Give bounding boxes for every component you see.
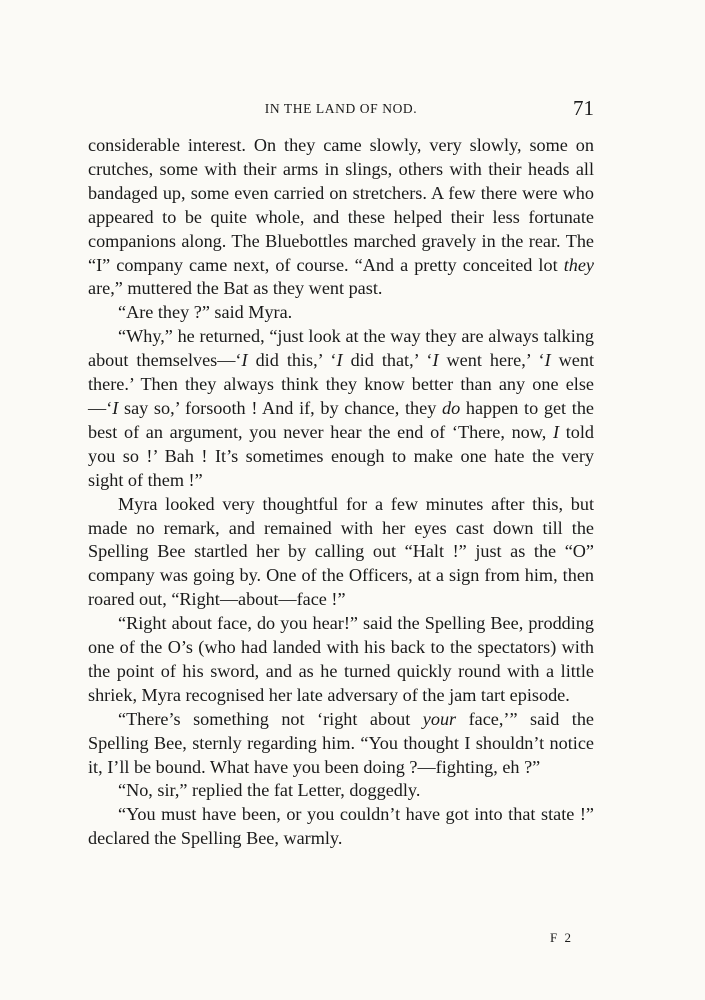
italic-text: they — [563, 254, 594, 275]
italic-text: your — [422, 708, 457, 729]
text-run: “There’s something not ‘right about — [118, 708, 423, 729]
text-run: happen to get the best of an argument, you never hear the end of ‘There, now, — [88, 397, 595, 442]
signature-mark: F 2 — [550, 930, 573, 945]
paragraph — [88, 612, 594, 708]
paragraph — [88, 493, 594, 613]
paragraph — [88, 779, 594, 803]
italic-text: I — [112, 397, 119, 418]
text-run: “No, sir,” replied the fat Letter, doggedly. — [118, 780, 421, 801]
paragraph — [88, 803, 594, 851]
text-run: “Right about face, do you hear!” said the Spelling Bee, prodding one of the O’s (who had landed with his back to the spectators) with the point of his sword, and as he turned quickly round with a little shriek, Myra recognised her late adversary of the jam tart episode. — [88, 613, 594, 705]
text-run: are,” muttered the Bat as they went past. — [88, 278, 383, 299]
paragraph — [88, 134, 594, 301]
body-text — [88, 134, 594, 851]
text-run: say so,’ forsooth ! And if, by chance, they — [118, 397, 442, 418]
paragraph — [88, 708, 594, 780]
text-run: face,’” said the Spelling Bee, sternly regarding him. “You thought I shouldn’t notice it, I’ll be bound. What have you been doing ?—fighting, eh ?” — [88, 708, 594, 777]
paragraph — [88, 325, 594, 492]
italic-text: I — [336, 350, 343, 371]
page-number: 71 — [573, 96, 594, 120]
running-head: IN THE LAND OF NOD. — [264, 101, 418, 116]
text-run: went here,’ ‘ — [438, 350, 545, 371]
text-run: Myra looked very thoughtful for a few minutes after this, but made no remark, and remained with her eyes cast down till the Spelling Bee startled her by calling out “Halt !” just as the “O” company was going by. One of the Officers, at a sign from him, then roared out, “Right—about—face !” — [88, 493, 594, 610]
text-run: “Are they ?” said Myra. — [118, 302, 293, 323]
text-run: “Why,” he returned, “just look at the way they are always talking about themselves—‘ — [88, 326, 594, 371]
italic-text: I — [544, 350, 551, 371]
text-run: did that,’ ‘ — [342, 350, 433, 371]
page-header — [88, 98, 594, 122]
italic-text: I — [432, 350, 439, 371]
text-run: considerable interest. On they came slowly, very slowly, some on crutches, some with their arms in slings, others with their heads all bandaged up, some even carried on stretchers. A few there were who appeared to be quite whole, and these helped their less fortunate companions along. The Bluebottles marched gravely in the rear. The “I” company came next, of course. “And a pretty conceited lot — [88, 135, 594, 275]
italic-text: do — [441, 397, 461, 418]
italic-text: I — [552, 421, 560, 442]
text-run: went there.’ Then they always think they know better than any one else—‘ — [88, 350, 595, 418]
italic-text: I — [241, 350, 248, 371]
text-run: did this,’ ‘ — [247, 350, 337, 371]
paragraph — [88, 301, 594, 325]
text-run: told you so !’ Bah ! It’s sometimes enough to make one hate the very sight of them !” — [88, 421, 595, 490]
text-run: “You must have been, or you couldn’t have got into that state !” declared the Spelling Bee, warmly. — [88, 804, 594, 849]
